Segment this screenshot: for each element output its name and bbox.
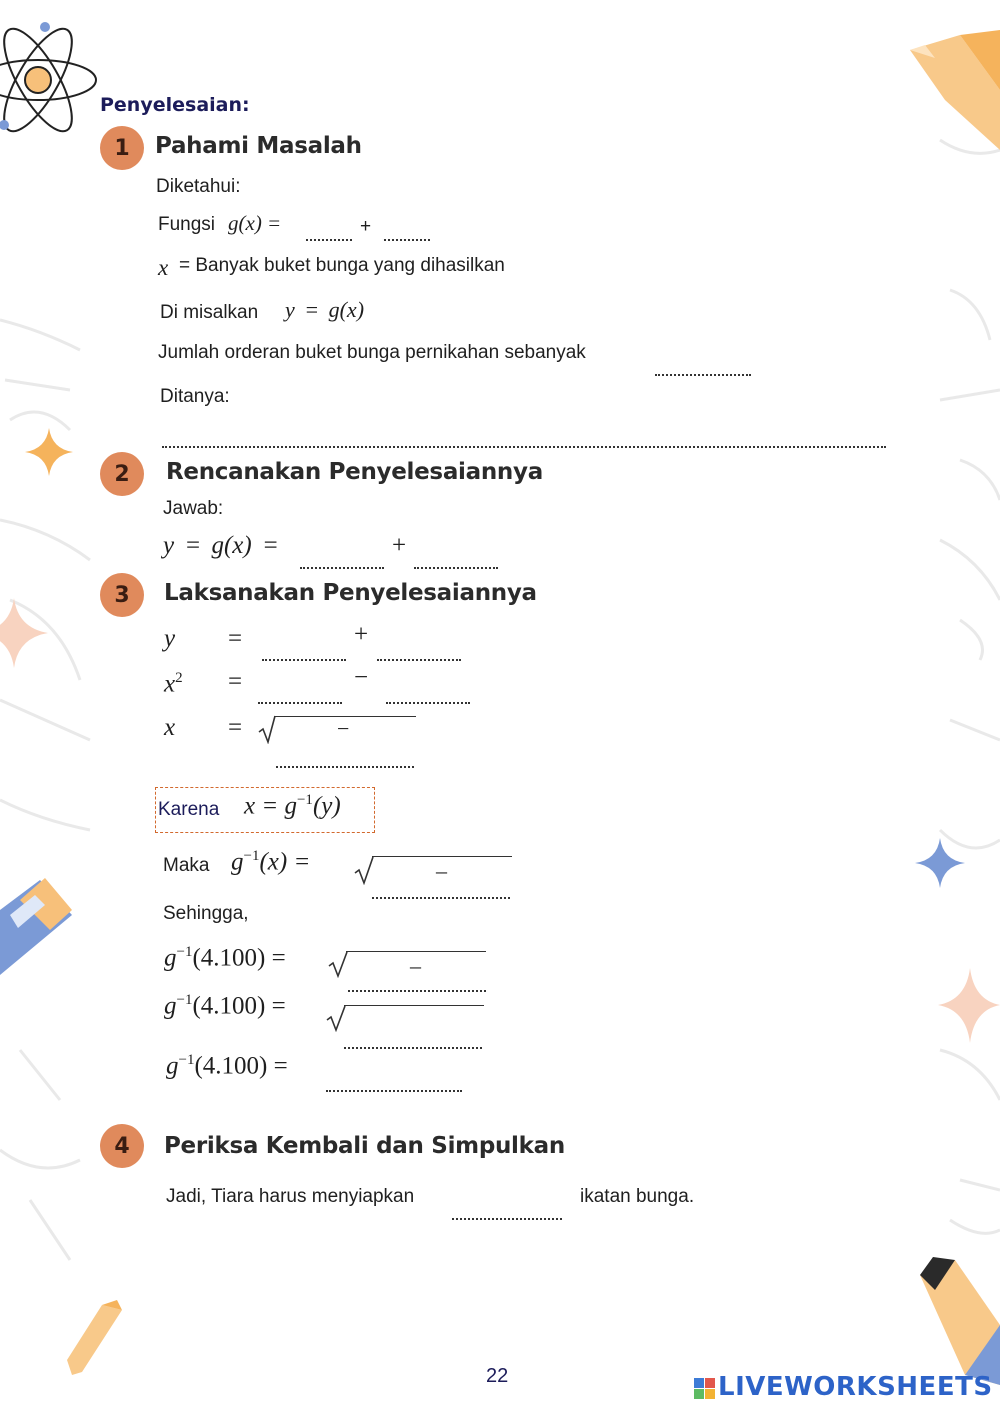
step-1-heading: Pahami Masalah (155, 133, 362, 159)
maka-blank[interactable] (372, 875, 510, 899)
misalkan-label: Di misalkan (160, 302, 259, 323)
page-title: Penyelesaian: (100, 94, 250, 116)
ditanya-label: Ditanya: (160, 386, 230, 407)
calc3-blank[interactable] (326, 1068, 462, 1092)
sparkle-icon (915, 838, 965, 888)
row1-eq: = (228, 625, 243, 652)
row2-blank-1[interactable] (258, 680, 342, 704)
sqrt-icon (258, 714, 276, 744)
sparkle-icon (25, 428, 73, 476)
sqrt-icon (354, 855, 374, 885)
row1-lhs: y (164, 625, 176, 652)
eraser-icon (0, 870, 75, 980)
row1-blank-2[interactable] (377, 637, 461, 661)
step-3-heading: Laksanakan Penyelesaiannya (164, 580, 537, 606)
maka-sqrt-bar (372, 856, 512, 857)
row3-lhs: x (164, 714, 176, 741)
jadi-blank[interactable] (452, 1196, 562, 1220)
x-description: = Banyak buket bunga yang dihasilkan (179, 255, 505, 276)
calc2-superscript: −1 (176, 992, 193, 1008)
calc1-sqrt-bar (346, 951, 486, 952)
jumlah-blank[interactable] (655, 352, 751, 376)
jumlah-text: Jumlah orderan buket bunga pernikahan sebanyak (158, 342, 586, 363)
x-symbol: x (158, 255, 169, 280)
step-2-heading: Rencanakan Penyelesaiannya (166, 459, 543, 485)
fungsi-blank-1[interactable] (306, 217, 352, 241)
row1-op: + (354, 621, 369, 648)
row3-op: − (337, 716, 350, 741)
jawab-label: Jawab: (163, 498, 224, 519)
sehingga-label: Sehingga, (163, 903, 249, 924)
sparkle-icon (0, 598, 50, 668)
step-3-badge: 3 (100, 573, 144, 617)
jawab-plus: + (392, 532, 407, 559)
brand-logo-icon (694, 1378, 715, 1399)
maka-op: – (436, 858, 447, 883)
atom-icon (0, 18, 100, 143)
calc3-superscript: −1 (178, 1052, 195, 1068)
pencil-tip-icon (915, 1255, 1000, 1385)
row2-superscript: 2 (175, 670, 183, 686)
row2-eq: = (228, 668, 243, 695)
karena-label: Karena (158, 799, 220, 820)
row2-blank-2[interactable] (386, 680, 470, 704)
sqrt-icon (326, 1004, 346, 1032)
ditanya-blank[interactable] (162, 424, 886, 448)
calc1-expr: $g^{-1}(4.100)$ = (164, 944, 286, 972)
maka-expr: $g^{-1}(x)$ = (231, 848, 311, 876)
jadi-text: Jadi, Tiara harus menyiapkan (166, 1186, 415, 1207)
calc1-op: – (410, 953, 421, 978)
row1-blank-1[interactable] (262, 637, 346, 661)
page-number: 22 (486, 1365, 509, 1387)
maka-superscript: −1 (243, 848, 260, 864)
karena-expr: $x = g^{-1}(y)$ (244, 792, 341, 820)
step-1-badge: 1 (100, 126, 144, 170)
step-4-badge: 4 (100, 1124, 144, 1168)
row3-eq: = (228, 714, 243, 741)
calc1-blank[interactable] (348, 968, 486, 992)
crayon-icon (62, 1300, 127, 1380)
row2-lhs: $x^2$ (164, 670, 183, 698)
jawab-blank-2[interactable] (414, 545, 498, 569)
jawab-blank-1[interactable] (300, 545, 384, 569)
row2-op: − (354, 664, 369, 691)
karena-superscript: −1 (296, 792, 313, 808)
step-2-badge: 2 (100, 452, 144, 496)
calc1-superscript: −1 (176, 944, 193, 960)
calc2-blank[interactable] (344, 1025, 482, 1049)
sqrt-icon (328, 950, 348, 978)
row3-blank[interactable] (276, 744, 414, 768)
step-4-heading: Periksa Kembali dan Simpulkan (164, 1133, 565, 1159)
pencil-icon (905, 30, 1000, 160)
calc2-expr: $g^{-1}(4.100)$ = (164, 992, 286, 1020)
misalkan-expr: y = g(x) (285, 297, 365, 322)
ikatan-text: ikatan bunga. (580, 1186, 695, 1207)
fungsi-label: Fungsi (158, 214, 216, 235)
fungsi-expr: g(x) = (228, 211, 282, 235)
maka-label: Maka (163, 855, 210, 876)
diketahui-label: Diketahui: (156, 176, 241, 197)
calc3-expr: $g^{-1}(4.100)$ = (166, 1052, 288, 1080)
fungsi-plus: + (360, 216, 372, 237)
brand-name: LIVEWORKSHEETS (718, 1372, 993, 1402)
jawab-expr: y = g(x) = (163, 532, 279, 559)
calc2-sqrt-bar (344, 1005, 484, 1006)
sparkle-icon (938, 968, 1000, 1043)
fungsi-blank-2[interactable] (384, 217, 430, 241)
